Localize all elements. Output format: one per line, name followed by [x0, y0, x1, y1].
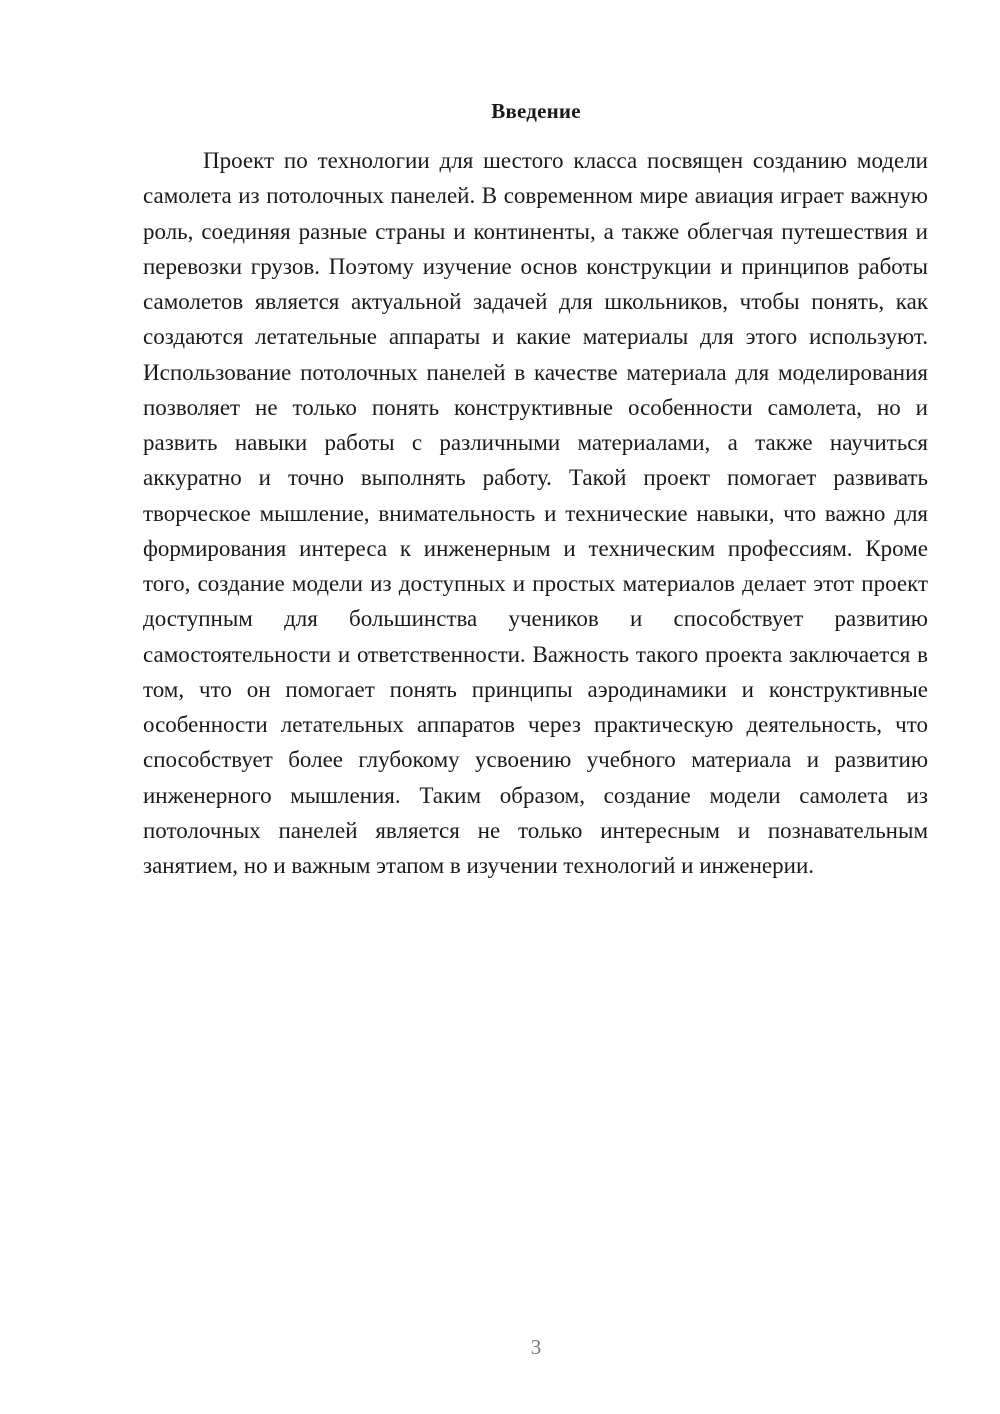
page-number: 3 — [530, 1335, 542, 1359]
section-heading: Введение — [491, 99, 581, 123]
body-paragraph: Проект по технологии для шестого класса посвящен созданию модели самолета из потолочных панелей. В современном мире авиация играет важную роль, соединяя разные страны и континенты, а также облегчая путешествия и перевозки грузов. Поэтому изучение основ конструкции и принципов работы самолетов является актуальной задачей для школьников, чтобы понять, как создаются летательные аппараты и какие материалы для этого используют. Использование потолочных панелей в качестве материала для моделирования позволяет не только понять конструктивные особенности самолета, но и развить навыки работы с различными материалами, а также научиться аккуратно и точно выполнять работу. Такой проект помогает развивать творческое мышление, внимательность и технические навыки, что важно для формирования интереса к инженерным и техническим профессиям. Кроме того, создание модели из доступных и простых материалов делает этот проект доступным для большинства учеников и способствует развитию самостоятельности и ответственности. Важность такого проекта заключается в том, что он помогает понять принципы аэродинамики и конструктивные особенности летательных аппаратов через практическую деятельность, что способствует более глубокому усвоению учебного материала и развитию инженерного мышления. Таким образом, создание модели самолета из потолочных панелей является не только интересным и познавательным занятием, но и важным этапом в изучении технологий и инженерии. — [143, 148, 928, 878]
